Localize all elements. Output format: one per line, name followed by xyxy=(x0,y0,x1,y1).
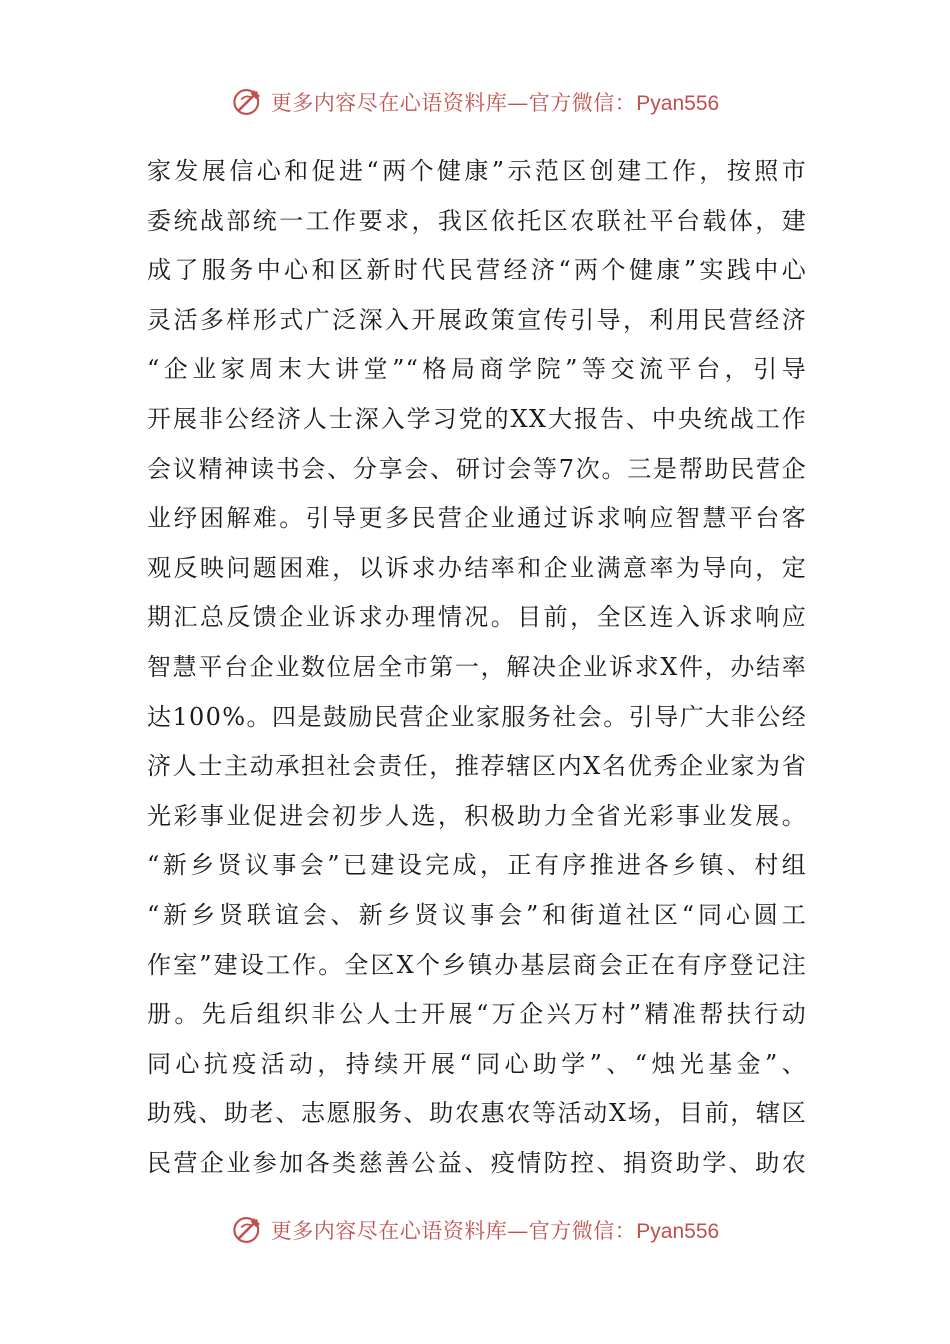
body-line-20: 助残、助老、志愿服务、助农惠农等活动X场，目前，辖区 xyxy=(147,1099,807,1128)
footer-wechat-id: Pyan556 xyxy=(636,1220,720,1243)
body-line-10: 期汇总反馈企业诉求办理情况。目前，全区连入诉求响应 xyxy=(147,603,807,632)
body-line-21: 民营企业参加各类慈善公益、疫情防控、捐资助学、助农 xyxy=(147,1148,807,1177)
header-banner-text: 更多内容尽在心语资料库—官方微信：Pyan556 xyxy=(270,91,720,115)
pen-logo-icon xyxy=(231,85,265,119)
body-line-1: 家发展信心和促进“两个健康”示范区创建工作，按照市 xyxy=(147,157,807,185)
header-wechat-id: Pyan556 xyxy=(636,92,720,115)
body-line-17: 作室”建设工作。全区X个乡镇办基层商会正在有序登记注 xyxy=(147,950,807,979)
body-line-7: 会议精神读书会、分享会、研讨会等7次。三是帮助民营企 xyxy=(147,454,807,483)
body-line-6: 开展非公经济人士深入学习党的XX大报告、中央统战工作 xyxy=(147,404,807,433)
body-line-5: “企业家周末大讲堂”“格局商学院”等交流平台，引导 xyxy=(147,355,807,384)
header-banner xyxy=(0,82,950,122)
body-line-4: 灵活多样形式广泛深入开展政策宣传引导，利用民营经济 xyxy=(147,305,807,334)
body-line-19: 同心抗疫活动，持续开展“同心助学”、“烛光基金”、 xyxy=(147,1049,807,1078)
body-line-14: 光彩事业促进会初步人选，积极助力全省光彩事业发展。 xyxy=(147,801,807,830)
body-line-18: 册。先后组织非公人士开展“万企兴万村”精准帮扶行动 xyxy=(147,1000,807,1029)
body-line-2: 委统战部统一工作要求，我区依托区农联社平台载体，建 xyxy=(147,206,807,235)
body-line-3: 成了服务中心和区新时代民营经济“两个健康”实践中心 xyxy=(147,256,807,285)
body-line-12: 达100%。四是鼓励民营企业家服务社会。引导广大非公经 xyxy=(147,702,807,731)
pen-logo-icon xyxy=(231,1213,265,1247)
footer-banner-text: 更多内容尽在心语资料库—官方微信：Pyan556 xyxy=(270,1219,720,1243)
body-line-16: “新乡贤联谊会、新乡贤议事会”和街道社区“同心圆工 xyxy=(147,900,807,929)
body-line-11: 智慧平台企业数位居全市第一，解决企业诉求X件，办结率 xyxy=(147,652,807,681)
document-body xyxy=(147,147,807,1188)
body-line-8: 业纾困解难。引导更多民营企业通过诉求响应智慧平台客 xyxy=(147,504,807,533)
body-line-13: 济人士主动承担社会责任，推荐辖区内X名优秀企业家为省 xyxy=(147,752,807,781)
body-line-15: “新乡贤议事会”已建设完成，正有序推进各乡镇、村组 xyxy=(147,851,807,880)
body-line-9: 观反映问题困难，以诉求办结率和企业满意率为导向，定 xyxy=(147,553,807,582)
footer-banner xyxy=(0,1210,950,1250)
